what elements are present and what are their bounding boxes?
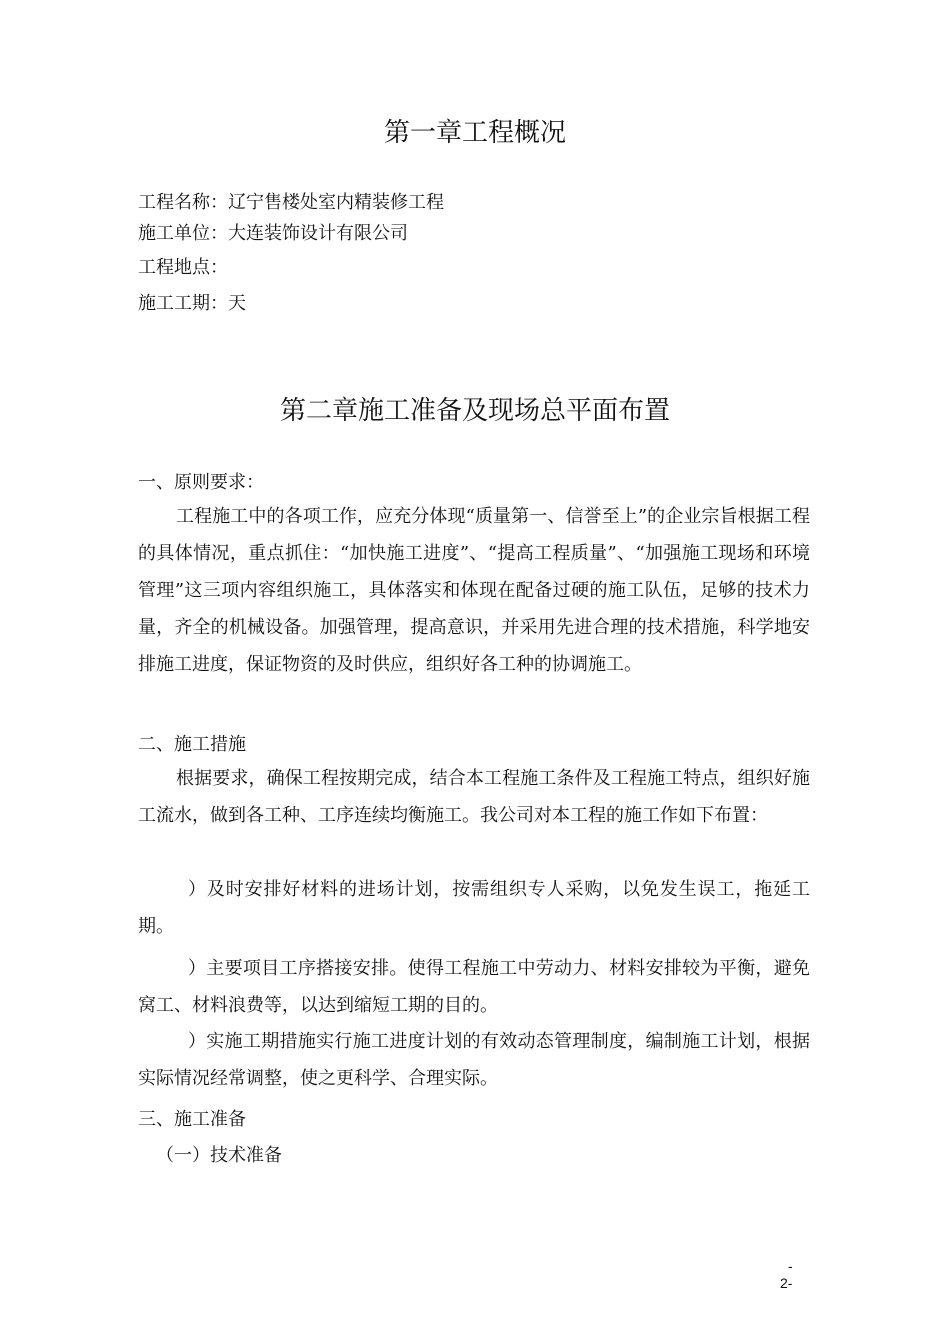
chapter-1-title: 第一章工程概况 [383,118,566,148]
measure-item-2: ）主要项目工序搭接安排。使得工程施工中劳动力、材料安排较为平衡，避免窝工、材料浪费等，以达到缩短工期的目的。 [138,958,810,1016]
section-1-heading: 一、原则要求： [138,472,264,493]
section-3-subheading: （一）技术准备 [156,1145,282,1166]
project-name-line: 工程名称：辽宁售楼处室内精装修工程 [138,192,444,213]
location-line: 工程地点： [138,257,228,278]
page-number: 2- [780,1275,793,1291]
section-1-paragraph: 工程施工中的各项工作，应充分体现“质量第一、信誉至上”的企业宗旨根据工程的具体情况，重点抓住：“加快施工进度”、“提高工程质量”、“加强施工现场和环境管理”这三项内容组织施工，具体落实和体现在配备过硬的施工队伍，足够的技术力量，齐全的机械设备。加强管理，提高意识，并采用先进合理的技术措施，科学地安排施工进度，保证物资的及时供应，组织好各工种的协调施工。 [138,506,810,675]
chapter-2-title: 第二章施工准备及现场总平面布置 [279,396,670,426]
contractor-line: 施工单位：大连装饰设计有限公司 [138,223,408,244]
section-2-heading: 二、施工措施 [138,734,246,755]
measure-item-3: ）实施工期措施实行施工进度计划的有效动态管理制度，编制施工计划，根据实际情况经常调整，使之更科学、合理实际。 [138,1031,810,1089]
page-number-dash: - [788,1258,793,1274]
section-2-paragraph: 根据要求，确保工程按期完成，结合本工程施工条件及工程施工特点，组织好施工流水，做到各工种、工序连续均衡施工。我公司对本工程的施工作如下布置： [138,768,810,826]
section-3-heading: 三、施工准备 [138,1109,246,1130]
duration-line: 施工工期：天 [138,293,246,314]
measure-item-1: ）及时安排好材料的进场计划，按需组织专人采购，以免发生误工，拖延工期。 [138,879,810,937]
